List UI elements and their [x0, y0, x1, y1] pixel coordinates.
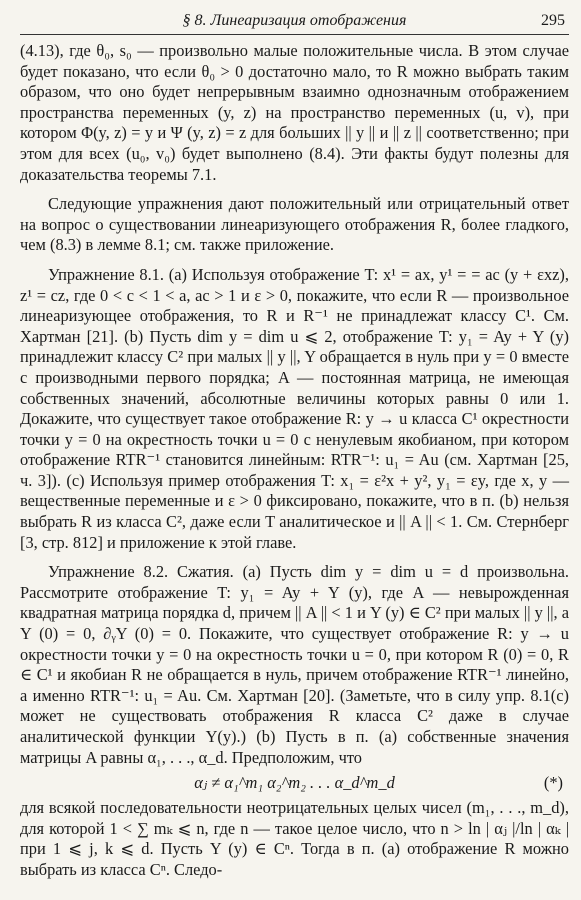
paragraph-exercises-intro: Следующие упражнения дают положительный или отрицательный ответ на вопрос о существовании линеаризующего отображения R, более гладкого, чем (8.3) в лемме 8.1; см. также приложение.	[20, 194, 569, 255]
paragraph-exercise-8-2: Упражнение 8.2. Сжатия. (а) Пусть dim y = dim u = d произвольна. Рассмотрите отображение T: y₁ = Ay + Y (y), где A — невырожденная квадратная матрица порядка d, причем || A || < 1 и Y (y) ∈ C² при малых || y ||, а Y (0) = 0, ∂ᵧY (0) = 0. Покажите, что существует отображение R: y → u окрестности точки y = 0 на окрестность точки u = 0, при котором R (0) = 0, R ∈ C¹ и якобиан R не обращается в нуль, причем отображение RTR⁻¹ линейно, а именно RTR⁻¹: u₁ = Au. См. Хартман [20]. (Заметьте, что в силу упр. 8.1(с) может не существовать отображения R класса C² даже в случае аналитической функции Y(y).) (b) Пусть в п. (а) собственные значения матрицы A равны α₁, . . ., α_d. Предположим, что	[20, 562, 569, 767]
formula-body: αⱼ ≠ α₁^m₁ α₂^m₂ . . . α_d^m_d	[194, 773, 395, 793]
paragraph-closing: для всякой последовательности неотрицательных целых чисел (m₁, . . ., m_d), для которой 1 < ∑ mₖ ⩽ n, где n — такое целое число, что n > ln | αⱼ |/ln | αₖ | при 1 ⩽ j, k ⩽ d. Пусть Y (y) ∈ Cⁿ. Тогда в п. (а) отображение R можно выбрать из класса Cⁿ. Следо-	[20, 798, 569, 879]
page-number: 295	[541, 12, 565, 29]
paragraph-exercise-8-1: Упражнение 8.1. (а) Используя отображение T: x¹ = ax, y¹ = = ac (y + εxz), z¹ = cz, где 0 < c < 1 < a, ac > 1 и ε > 0, покажите, что если R — произвольное линеаризующее отображения, то R и R⁻¹ не принадлежат классу C¹. См. Хартман [21]. (b) Пусть dim y = dim u ⩽ 2, отображение T: y₁ = Ay + Y (y) принадлежит классу C² при малых || y ||, Y обращается в нуль при y = 0 вместе с производными первого порядка; A — постоянная матрица, не имеющая собственных значений, абсолютные величины которых равны 0 или 1. Докажите, что существует такое отображение R: y → u класса C¹ окрестности точки y = 0 на окрестность точки u = 0 с ненулевым якобианом, при котором отображение RTR⁻¹ становится линейным: RTR⁻¹: u₁ = Au (см. Хартман [25, ч. 3]). (с) Используя пример отображения T: x₁ = ε²x + y², y₁ = εy, где x, y — вещественные переменные и ε > 0 фиксировано, покажите, что в п. (b) нельзя выбрать R из класса C², даже если T аналитическое и || A || < 1. См. Стернберг [3, стр. 812] и приложение к этой главе.	[20, 264, 569, 552]
paragraph-continuation: (4.13), где θ₀, s₀ — произвольно малые положительные числа. В этом случае будет показано, что если θ₀ > 0 достаточно мало, то R можно выбрать таким образом, что оно будет непрерывным взаимно однозначным отображением пространства переменных (y, z) на пространство переменных (u, v), при котором Φ(y, z) = y и Ψ (y, z) = z для больших || y || и || z || соответственно; при этом для всех (u₀, v₀) будет выполнено (8.4). Эти факты будут полезны для доказательства теоремы 7.1.	[20, 41, 569, 184]
formula-tag: (*)	[543, 773, 563, 793]
section-title: § 8. Линеаризация отображения	[182, 12, 407, 29]
display-formula	[20, 770, 569, 796]
running-header	[20, 8, 569, 35]
